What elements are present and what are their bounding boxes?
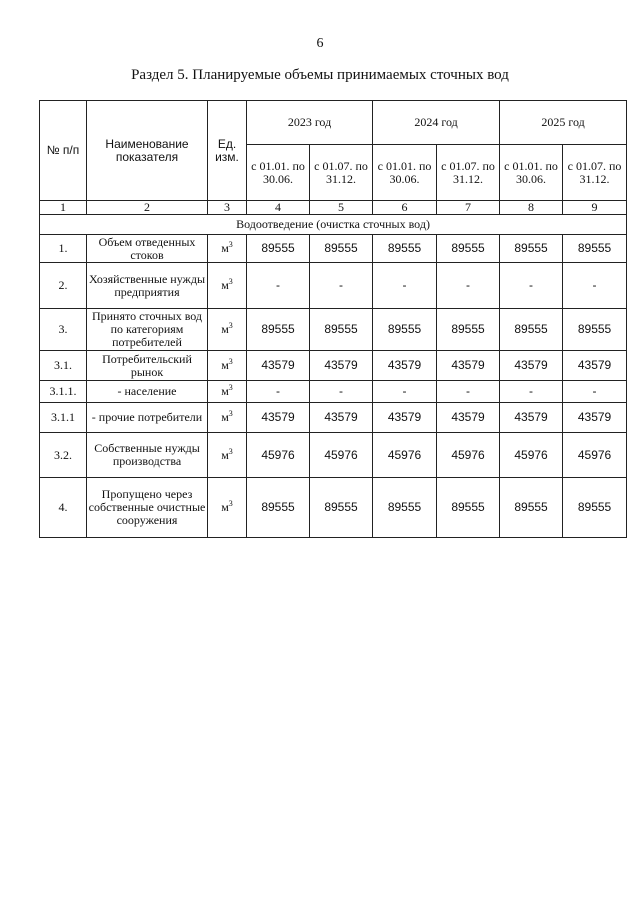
unit-cell (208, 433, 247, 478)
value-cell: - (563, 263, 627, 309)
value-cell: 89555 (500, 478, 563, 538)
value-cell: 45976 (437, 433, 500, 478)
header-unit: Ед. изм. (208, 101, 247, 201)
value-cell: 89555 (247, 235, 310, 263)
value-cell: 89555 (563, 235, 627, 263)
value-cell: 89555 (247, 309, 310, 351)
value-cell: 89555 (373, 309, 437, 351)
wastewater-volume-table (39, 100, 627, 538)
unit-cell (208, 235, 247, 263)
value-cell: 89555 (437, 309, 500, 351)
value-cell: 43579 (247, 403, 310, 433)
unit-base: м (221, 241, 229, 255)
header-period: с 01.07. по 31.12. (563, 145, 627, 201)
value-cell: 89555 (247, 478, 310, 538)
unit-base: м (221, 384, 229, 398)
table-row (40, 478, 627, 538)
row-number: 2. (40, 263, 87, 309)
indicator-name: Собственные нужды производства (87, 433, 208, 478)
row-number: 3.1.1 (40, 403, 87, 433)
value-cell: 43579 (310, 351, 373, 381)
header-period: с 01.01. по 30.06. (247, 145, 310, 201)
table-row (40, 433, 627, 478)
unit-base: м (221, 410, 229, 424)
indicator-name: - прочие потребители (87, 403, 208, 433)
row-number: 1. (40, 235, 87, 263)
column-number: 9 (563, 201, 627, 215)
value-cell: 89555 (373, 478, 437, 538)
unit-exponent: 3 (228, 240, 233, 249)
value-cell: - (437, 263, 500, 309)
value-cell: 89555 (563, 309, 627, 351)
section-heading: Водоотведение (очистка сточных вод) (40, 215, 627, 235)
indicator-name: - население (87, 381, 208, 403)
value-cell: 89555 (373, 235, 437, 263)
section-title: Раздел 5. Планируемые объемы принимаемых сточных вод (131, 67, 509, 83)
table-row (40, 235, 627, 263)
value-cell: 43579 (310, 403, 373, 433)
unit-exponent: 3 (228, 499, 233, 508)
value-cell: 45976 (310, 433, 373, 478)
column-number: 1 (40, 201, 87, 215)
value-cell: 45976 (563, 433, 627, 478)
unit-exponent: 3 (228, 321, 233, 330)
row-number: 3.1.1. (40, 381, 87, 403)
unit-exponent: 3 (228, 357, 233, 366)
table-row (40, 309, 627, 351)
unit-base: м (221, 500, 229, 514)
unit-exponent: 3 (228, 446, 233, 456)
header-name: Наименование показателя (87, 101, 208, 201)
unit-cell (208, 351, 247, 381)
header-period: с 01.07. по 31.12. (310, 145, 373, 201)
value-cell: - (437, 381, 500, 403)
unit-cell (208, 263, 247, 309)
header-period: с 01.07. по 31.12. (437, 145, 500, 201)
unit-base: м (221, 322, 229, 336)
row-number: 3.2. (40, 433, 87, 478)
value-cell: - (500, 263, 563, 309)
indicator-name: Объем отведенных стоков (87, 235, 208, 263)
value-cell: - (247, 263, 310, 309)
value-cell: 89555 (310, 478, 373, 538)
row-number: 3.1. (40, 351, 87, 381)
header-year: 2024 год (373, 101, 500, 145)
unit-base: м (221, 447, 229, 462)
value-cell: 43579 (563, 351, 627, 381)
value-cell: 43579 (373, 403, 437, 433)
column-number: 7 (437, 201, 500, 215)
value-cell: - (500, 381, 563, 403)
value-cell: 43579 (437, 351, 500, 381)
table-row (40, 263, 627, 309)
section-row (40, 215, 627, 235)
value-cell: 43579 (437, 403, 500, 433)
indicator-name: Пропущено через собственные очистные сооружения (87, 478, 208, 538)
value-cell: 89555 (437, 478, 500, 538)
value-cell: 43579 (563, 403, 627, 433)
unit-cell (208, 403, 247, 433)
row-number: 3. (40, 309, 87, 351)
value-cell: 89555 (500, 309, 563, 351)
header-num: № п/п (40, 101, 87, 201)
table-row (40, 351, 627, 381)
header-year: 2023 год (247, 101, 373, 145)
column-number: 5 (310, 201, 373, 215)
column-number: 6 (373, 201, 437, 215)
value-cell: 43579 (373, 351, 437, 381)
value-cell: - (373, 381, 437, 403)
value-cell: 45976 (500, 433, 563, 478)
value-cell: 45976 (247, 433, 310, 478)
value-cell: 89555 (310, 309, 373, 351)
value-cell: - (247, 381, 310, 403)
value-cell: 89555 (310, 235, 373, 263)
value-cell: 89555 (500, 235, 563, 263)
indicator-name: Потребительский рынок (87, 351, 208, 381)
value-cell: 43579 (500, 351, 563, 381)
value-cell: 43579 (500, 403, 563, 433)
unit-exponent: 3 (228, 409, 233, 418)
column-number: 3 (208, 201, 247, 215)
indicator-name: Хозяйственные нужды предприятия (87, 263, 208, 309)
header-period: с 01.01. по 30.06. (500, 145, 563, 201)
unit-cell (208, 309, 247, 351)
unit-cell (208, 381, 247, 403)
column-number: 8 (500, 201, 563, 215)
header-year: 2025 год (500, 101, 627, 145)
unit-cell (208, 478, 247, 538)
header-period: с 01.01. по 30.06. (373, 145, 437, 201)
unit-base: м (221, 358, 229, 372)
table-row (40, 403, 627, 433)
column-number: 2 (87, 201, 208, 215)
value-cell: - (310, 381, 373, 403)
value-cell: - (563, 381, 627, 403)
unit-exponent: 3 (228, 277, 233, 286)
page-number: 6 (316, 36, 324, 51)
value-cell: 45976 (373, 433, 437, 478)
indicator-name: Принято сточных вод по категориям потребителей (87, 309, 208, 351)
row-number: 4. (40, 478, 87, 538)
table-row (40, 381, 627, 403)
unit-base: м (221, 278, 229, 292)
unit-exponent: 3 (228, 383, 233, 392)
value-cell: 43579 (247, 351, 310, 381)
value-cell: - (310, 263, 373, 309)
value-cell: 89555 (563, 478, 627, 538)
value-cell: - (373, 263, 437, 309)
column-number: 4 (247, 201, 310, 215)
column-number-row (40, 201, 627, 215)
value-cell: 89555 (437, 235, 500, 263)
